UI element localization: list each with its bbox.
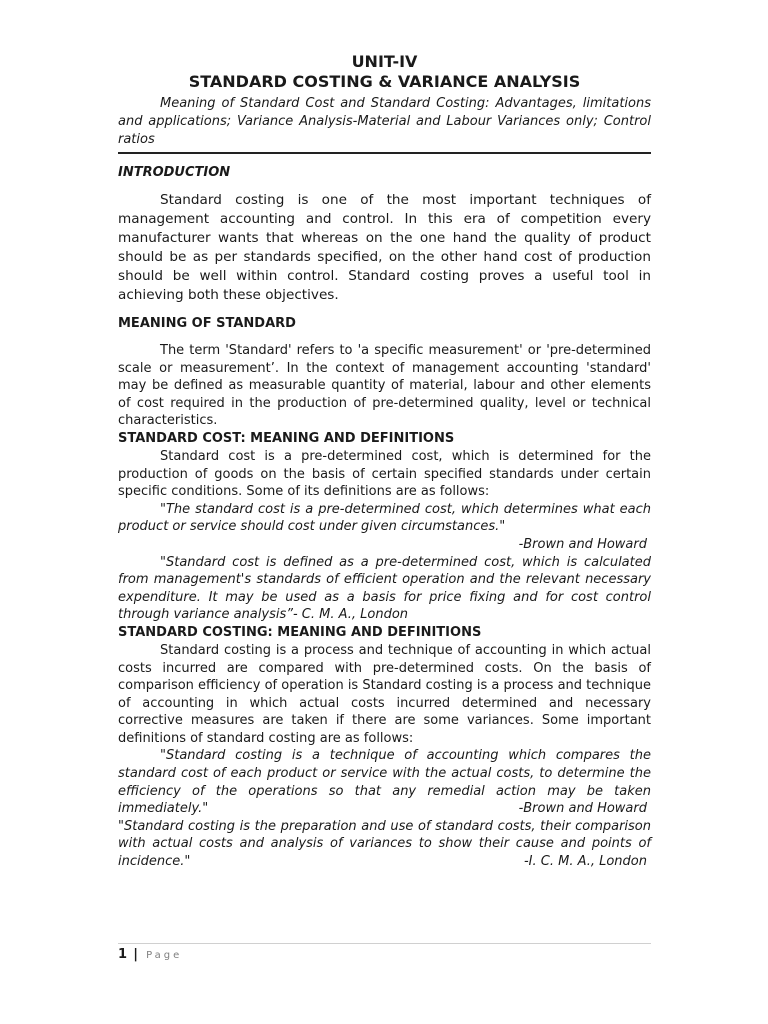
standard-costing-quote-2 bbox=[118, 818, 651, 871]
standard-costing-quote-2-attribution: -I. C. M. A., London bbox=[523, 854, 647, 870]
unit-title: UNIT-IV bbox=[351, 52, 418, 71]
page-number: 1 bbox=[118, 947, 128, 962]
standard-cost-paragraph: Standard cost is a pre-determined cost, which is determined for the production of goods on the basis of certain specified standards under certain specific conditions. Some of its definitions are as follows: bbox=[118, 448, 651, 500]
standard-costing-heading: STANDARD COSTING: MEANING AND DEFINITIONS bbox=[118, 624, 482, 640]
syllabus-text: Meaning of Standard Cost and Standard Costing: Advantages, limitations and applications; Variance Analysis-Material and Labour Variances only; Control ratios bbox=[118, 96, 651, 147]
introduction-section bbox=[118, 164, 651, 305]
standard-cost-quote-1-attribution: -Brown and Howard bbox=[518, 536, 647, 552]
introduction-heading: INTRODUCTION bbox=[118, 165, 231, 180]
meaning-of-standard-section bbox=[118, 315, 651, 430]
page-footer bbox=[118, 946, 182, 965]
meaning-of-standard-heading: MEANING OF STANDARD bbox=[118, 316, 296, 331]
footer-separator: | bbox=[133, 947, 138, 962]
standard-costing-quote-2-text: "Standard costing is the preparation and use of standard costs, their comparison with actual costs and analysis of variances to show their cause and points of incidence." bbox=[118, 818, 651, 870]
standard-costing-quote-1 bbox=[118, 747, 651, 817]
standard-costing-section bbox=[118, 624, 651, 871]
unit-subtitle: STANDARD COSTING & VARIANCE ANALYSIS bbox=[188, 72, 581, 91]
standard-costing-quote-1-attribution: -Brown and Howard bbox=[518, 801, 647, 817]
standard-costing-quote-1-text: "Standard costing is a technique of accounting which compares the standard cost of each product or service with the actual costs, to determine the efficiency of the operations so that any remedial action may be taken immediately." bbox=[118, 748, 651, 817]
meaning-of-standard-paragraph: The term 'Standard' refers to 'a specific measurement' or 'pre-determined scale or measurement’. In the context of management accounting 'standard' may be defined as measurable quantity of material, labour and other elements of cost required in the production of pre-determined quality, level or technical characteristics. bbox=[118, 343, 651, 429]
introduction-paragraph: Standard costing is one of the most important techniques of management accounting and control. In this era of competition every manufacturer wants that whereas on the one hand the quality of product should be as per standards specified, on the other hand cost of production should be well within control. Standard costing proves a useful tool in achieving both these objectives. bbox=[118, 192, 651, 303]
footer-divider bbox=[118, 943, 651, 944]
standard-cost-quote-1: "The standard cost is a pre-determined cost, which determines what each product or service should cost under given circumstances." bbox=[118, 501, 651, 535]
standard-cost-quote-2: "Standard cost is defined as a pre-determined cost, which is calculated from management's standards of efficient operation and the relevant necessary expenditure. It may be used as a basis for price fixing and for cost control through variance analysis”- C. M. A., London bbox=[118, 554, 651, 623]
document-page bbox=[118, 52, 651, 871]
standard-cost-heading: STANDARD COST: MEANING AND DEFINITIONS bbox=[118, 430, 455, 446]
standard-costing-paragraph: Standard costing is a process and technique of accounting in which actual costs incurred are compared with pre-determined costs. On the basis of comparison efficiency of operation is Standard costing is a process and technique of accounting in which actual costs incurred determined and necessary corrective measures are taken if there are some variances. Some important definitions of standard costing are as follows: bbox=[118, 642, 651, 746]
standard-cost-section bbox=[118, 430, 651, 624]
page-label: Page bbox=[146, 950, 183, 961]
header-divider bbox=[118, 152, 651, 154]
